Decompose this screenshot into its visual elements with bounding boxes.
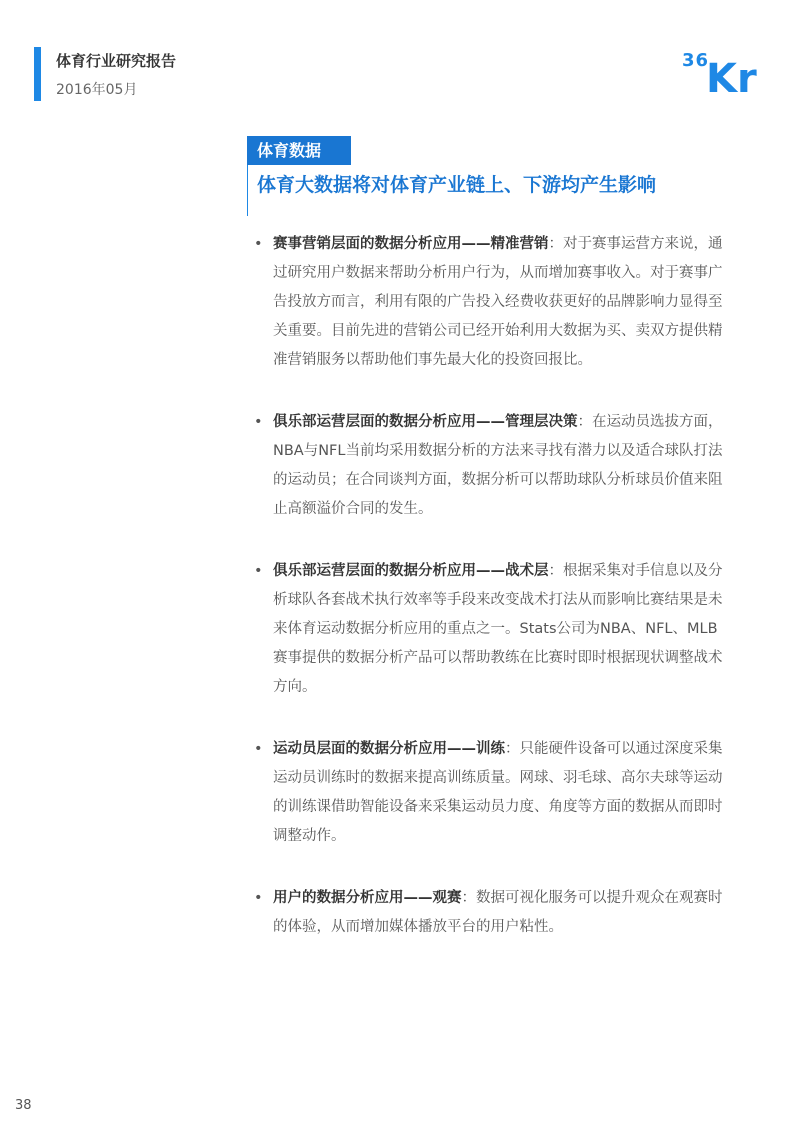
report-date: 2016年05月 (56, 82, 138, 98)
bullet-dot: • (254, 236, 263, 252)
bullet-body: ：在运动员选拔方面，NBA与NFL当前均采用数据分析的方法来寻找有潜力以及适合球队打法的运动员；在合同谈判方面，数据分析可以帮助球队分析球员价值来阻止高额溢价合同的发生。 (273, 414, 723, 517)
bullet-body: ：只能硬件设备可以通过深度采集运动员训练时的数据来提高训练质量。网球、羽毛球、高尔夫球等运动的训练课借助智能设备来采集运动员力度、角度等方面的数据从而即时调整动作。 (273, 741, 723, 844)
bullet-dot: • (254, 414, 263, 430)
bullet-dot: • (254, 890, 263, 906)
header-accent-bar (34, 47, 41, 101)
bullet-item (250, 735, 732, 851)
bullet-body: ：对于赛事运营方来说，通过研究用户数据来帮助分析用户行为，从而增加赛事收入。对于赛事广告投放方而言，利用有限的广告投入经费收获更好的品牌影响力显得至关重要。目前先进的营销公司已经开始利用大数据为买、卖双方提供精准营销服务以帮助他们事先最大化的投资回报比。 (273, 236, 723, 368)
page-number: 38 (15, 1098, 32, 1113)
bullet-item (250, 230, 732, 375)
section-tag: 体育数据 (247, 136, 351, 165)
bullet-dot: • (254, 563, 263, 579)
bullet-lead: 运动员层面的数据分析应用——训练 (273, 741, 505, 757)
bullet-lead: 用户的数据分析应用——观赛 (273, 890, 462, 906)
report-title: 体育行业研究报告 (56, 52, 177, 70)
bullet-item (250, 884, 732, 942)
bullet-item (250, 557, 732, 702)
logo-kr: Kr (706, 56, 757, 96)
logo-36: 36 (682, 50, 710, 71)
bullet-body: ：根据采集对手信息以及分析球队各套战术执行效率等手段来改变战术打法从而影响比赛结果是未来体育运动数据分析应用的重点之一。Stats公司为NBA、NFL、MLB赛事提供的数据分析产品可以帮助教练在比赛时即时根据现状调整战术方向。 (273, 563, 723, 695)
bullet-lead: 俱乐部运营层面的数据分析应用——战术层 (273, 563, 549, 579)
bullet-lead: 赛事营销层面的数据分析应用——精准营销 (273, 236, 549, 252)
bullet-list (250, 230, 732, 942)
bullet-dot: • (254, 741, 263, 757)
bullet-item (250, 408, 732, 524)
bullet-body: ：数据可视化服务可以提升观众在观赛时的体验，从而增加媒体播放平台的用户粘性。 (273, 890, 723, 935)
section-heading: 体育大数据将对体育产业链上、下游均产生影响 (257, 174, 657, 196)
bullet-lead: 俱乐部运营层面的数据分析应用——管理层决策 (273, 414, 578, 430)
logo-36kr (682, 44, 766, 96)
